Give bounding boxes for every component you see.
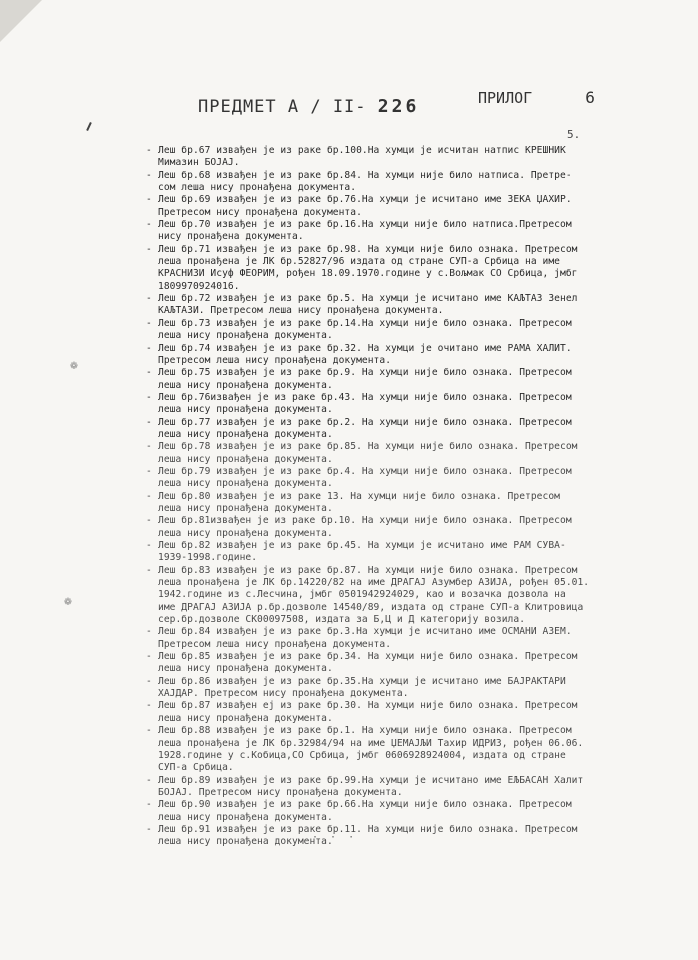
body-entry <box>146 318 616 343</box>
entry-line: леша нису пронађена документа. <box>158 453 333 465</box>
body-entry <box>146 725 616 774</box>
body-entry <box>146 700 616 725</box>
entry-line: сом леша нису пронађена документа. <box>158 182 357 194</box>
entry-line: леша нису пронађена документа. <box>158 527 333 539</box>
body-entry <box>146 194 616 219</box>
entry-line: - Леш бр.90 извађен је из раке бр.66.На хумци није било ознака. Претресом <box>158 799 572 811</box>
body-entries <box>146 145 616 849</box>
body-entry <box>146 244 616 293</box>
entry-line: - Леш бр.73 извађен је из раке бр.14.На хумци није било ознака. Претресом <box>158 317 572 329</box>
body-entry <box>146 565 616 627</box>
body-entry <box>146 540 616 565</box>
entry-line: - Леш бр.84 извађен је из раке бр.3.На хумци је исчитано име ОСМАНИ АЗЕМ. <box>158 626 572 638</box>
end-dots: · · · <box>312 832 358 843</box>
body-entry <box>146 799 616 824</box>
entry-line: - Леш бр.74 извађен је из раке бр.32. На хумци је очитано име РАМА ХАЛИТ. <box>158 342 572 354</box>
entry-line: БОЈАЈ. Претресом нису пронађена документа. <box>158 786 403 798</box>
entry-line: - Леш бр.86 извађен је из раке бр.35.На хумци је исчитано име БАЈРАКТАРИ <box>158 675 566 687</box>
body-entry <box>146 343 616 368</box>
entry-line: - Леш бр.87 извађен ej из раке бр.30. На хумци није било ознака. Претресом <box>158 700 578 712</box>
entry-line: 1939-1998.године. <box>158 552 258 564</box>
body-entry <box>146 651 616 676</box>
body-entry <box>146 441 616 466</box>
body-entry <box>146 824 616 849</box>
entry-line: - Леш бр.69 извађен је из раке бр.76.На хумци је исчитано име ЗЕКА ЏАХИР. <box>158 194 572 206</box>
body-entry <box>146 367 616 392</box>
entry-line: - Леш бр.78 извађен је из раке бр.85. На хумци није било ознака. Претресом <box>158 441 578 453</box>
body-entry <box>146 293 616 318</box>
pen-mark <box>86 122 92 131</box>
entry-line: - Леш бр.70 извађен је из раке бр.16.На хумци није било натписа.Претресом <box>158 219 572 231</box>
subject-number: 226 <box>377 96 420 117</box>
body-entry <box>146 515 616 540</box>
entry-line: леша нису пронађена документа. <box>158 379 333 391</box>
entry-line: - Леш бр.89 извађен је из раке бр.99.На хумци је исчитано име ЕЉБАСАН Халит <box>158 774 584 786</box>
entry-line: Претресом леша нису пронађена документа. <box>158 638 392 650</box>
entry-line: 1809970924016. <box>158 280 240 292</box>
entry-line: - Леш бр.76извађен је из раке бр.43. На хумци није било ознака. Претресом <box>158 391 572 403</box>
entry-line: леша нису пронађена документа. <box>158 478 333 490</box>
body-entry <box>146 170 616 195</box>
entry-line: - Леш бр.77 извађен је из раке бр.2. На хумци није било ознака. Претресом <box>158 416 572 428</box>
entry-line: - Леш бр.80 извађен је из раке 13. На хумци није било ознака. Претресом <box>158 490 560 502</box>
annex-label: ПРИЛОГ <box>478 89 533 107</box>
body-entry <box>146 491 616 516</box>
body-entry <box>146 676 616 701</box>
entry-line: леша пронађена је ЛК бр.14220/82 на име ДРАГАЈ Азумбер АЗИЈА, рођен 05.01. <box>158 577 590 589</box>
entry-line: леша пронађена је ЛК бр.32984/94 на име ЏЕМАЈЉИ Тахир ИДРИЗ, рођен 06.06. <box>158 737 584 749</box>
entry-line: леша нису пронађена документа. <box>158 502 333 514</box>
entry-line: Мимазин БОЈАЈ. <box>158 157 240 169</box>
entry-line: КАЉТАЗИ. Претресом леша нису пронађена документа. <box>158 305 444 317</box>
entry-line: Претресом нису пронађена документа. <box>158 206 362 218</box>
entry-line: ХАЈДАР. Претресом нису пронађена документа. <box>158 688 409 700</box>
entry-line: - Леш бр.88 извађен је из раке бр.1. На хумци није било ознака. Претресом <box>158 725 572 737</box>
entry-line: леша нису пронађена документа. <box>158 811 333 823</box>
page-number: 5. <box>567 128 581 141</box>
body-entry <box>146 466 616 491</box>
body-entry <box>146 392 616 417</box>
entry-line: име ДРАГАЈ АЗИЈА р.бр.дозволе 14540/89, издата од стране СУП-а Клитровица <box>158 601 584 613</box>
entry-line: леша нису пронађена документа. <box>158 712 333 724</box>
entry-line: - Леш бр.83 извађен је из раке бр.87. На хумци није било ознака. Претресом <box>158 564 578 576</box>
entry-line: - Леш бр.85 извађен је из раке бр.34. На хумци није било ознака. Претресом <box>158 651 578 663</box>
entry-line: 1942.године из с.Лесчина, јмбг 0501942924029, као и возачка дозвола на <box>158 589 566 601</box>
entry-line: леша нису пронађена документа. <box>158 428 333 440</box>
body-entry <box>146 626 616 651</box>
entry-line: СУП-а Србица. <box>158 762 234 774</box>
body-entry <box>146 145 616 170</box>
entry-line: - Леш бр.67 извађен је из раке бр.100.На хумци је исчитан натпис КРЕШНИК <box>158 145 566 156</box>
hole-punch-mark: ❁ <box>64 594 72 609</box>
entry-line: - Леш бр.68 извађен је из раке бр.84. На хумци није било натписа. Претре- <box>158 169 572 181</box>
hole-punch-mark: ❁ <box>70 358 78 373</box>
entry-line: - Леш бр.75 извађен је из раке бр.9. На хумци није било ознака. Претресом <box>158 367 572 379</box>
subject-header <box>198 96 419 117</box>
entry-line: - Леш бр.79 извађен је из раке бр.4. На хумци није било ознака. Претресом <box>158 465 572 477</box>
entry-line: леша нису пронађена документа. <box>158 330 333 342</box>
entry-line: - Леш бр.72 извађен је из раке бр.5. На хумци је исчитано име КАЉТАЗ Зенел <box>158 293 578 305</box>
entry-line: 1928.године у с.Кобица,СО Србица, јмбг 0606928924004, издата од стране <box>158 749 566 761</box>
annex-number: 6 <box>585 88 595 107</box>
body-entry <box>146 417 616 442</box>
entry-line: леша нису пронађена документа. <box>158 663 333 675</box>
entry-line: - Леш бр.91 извађен је из раке бр.11. На хумци није било ознака. Претресом <box>158 823 578 835</box>
body-entry <box>146 775 616 800</box>
entry-line: нису пронађена документа. <box>158 231 304 243</box>
body-entry <box>146 219 616 244</box>
entry-line: леша пронађена је ЛК бр.52827/96 издата од стране СУП-а Србица на име <box>158 256 560 268</box>
entry-line: - Леш бр.81извађен је из раке бр.10. На хумци није било ознака. Претресом <box>158 515 572 527</box>
annex-header <box>478 88 595 107</box>
entry-line: леша нису пронађена документа. <box>158 404 333 416</box>
entry-line: Претресом леша нису пронађена документа. <box>158 354 392 366</box>
entry-line: леша нису пронађена документа. <box>158 836 333 848</box>
folded-corner <box>0 0 42 42</box>
entry-line: КРАСНИЗИ Исуф ФЕОРИМ, рођен 18.09.1970.године у с.Вољмак СО Србица, јмбг <box>158 268 578 280</box>
subject-label: ПРЕДМЕТ А / II- <box>198 97 367 117</box>
entry-line: сер.бр.дозволе СК00097508, издата за Б,Ц и Д категорију возила. <box>158 614 526 626</box>
entry-line: - Леш бр.71 извађен је из раке бр.98. На хумци није било ознака. Претресом <box>158 243 578 255</box>
entry-line: - Леш бр.82 извађен је из раке бр.45. На хумци је исчитано име РАМ СУВА- <box>158 540 566 551</box>
